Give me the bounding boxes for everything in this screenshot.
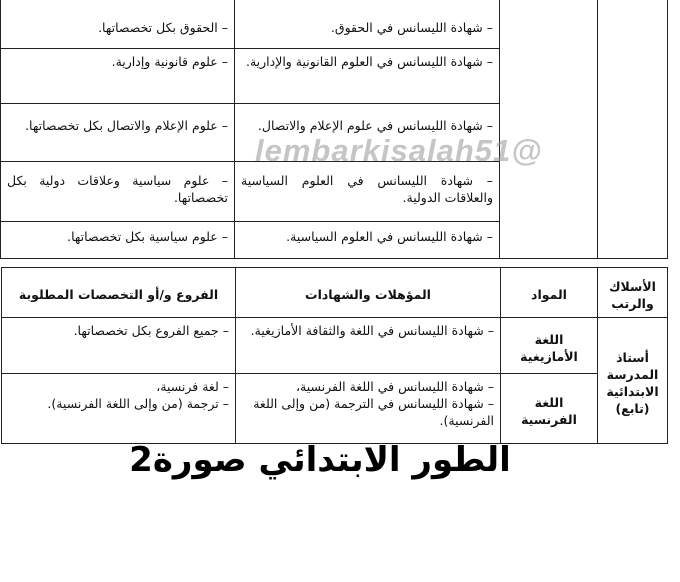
header-qualifications: المؤهلات والشهادات (236, 268, 501, 318)
qualification-cell: – شهادة الليسانس في الحقوق. (235, 0, 500, 49)
header-branches: الفروع و/أو التخصصات المطلوبة (2, 268, 236, 318)
header-subjects: المواد (501, 268, 598, 318)
branch-cell: – علوم سياسية وعلاقات دولية بكل تخصصاتها. (1, 162, 235, 222)
subject-cell-empty (500, 0, 598, 259)
branch-cell (2, 318, 236, 374)
branch-line: – جميع الفروع بكل تخصصاتها. (73, 323, 229, 338)
rank-cell-empty (598, 0, 668, 259)
lower-table (1, 267, 668, 444)
branch-cell: – علوم الإعلام والاتصال بكل تخصصاتها. (1, 104, 235, 162)
qualification-line: – شهادة الليسانس في اللغة والثقافة الأمازيغية. (250, 323, 494, 338)
qualification-cell (236, 374, 501, 444)
table-row (1, 0, 668, 49)
qualification-cell: – شهادة الليسانس في العلوم القانونية والإدارية. (235, 49, 500, 104)
qualification-cell (236, 318, 501, 374)
branch-line: – لغة فرنسية، (156, 379, 229, 394)
caption: الطور الابتدائي صورة2 (129, 440, 511, 480)
branch-cell: – علوم قانونية وإدارية. (1, 49, 235, 104)
subject-amazigh: اللغة الأمازيغية (501, 318, 598, 374)
qualification-line: – شهادة الليسانس في اللغة الفرنسية، (295, 379, 494, 394)
branch-line: – ترجمة (من وإلى اللغة الفرنسية). (47, 396, 229, 411)
qualification-cell: – شهادة الليسانس في العلوم السياسية والعلاقات الدولية. (235, 162, 500, 222)
watermark: lembarkisalah51@ (255, 133, 543, 168)
qualification-line: – شهادة الليسانس في الترجمة (من وإلى اللغة الفرنسية). (253, 396, 494, 428)
subject-french: اللغة الفرنسية (501, 374, 598, 444)
header-ranks: الأسلاك والرتب (598, 268, 668, 318)
header-row (2, 268, 668, 318)
upper-table (0, 0, 668, 259)
table-row (2, 318, 668, 374)
branch-cell: – الحقوق بكل تخصصاتها. (1, 0, 235, 49)
branch-cell (2, 374, 236, 444)
qualification-cell: – شهادة الليسانس في العلوم السياسية. (235, 222, 500, 259)
rank-label: أستاذ المدرسة الابتدائية (تابع) (598, 318, 668, 444)
branch-cell: – علوم سياسية بكل تخصصاتها. (1, 222, 235, 259)
qualification-cell: – شهادة الليسانس في علوم الإعلام والاتصال. (235, 104, 500, 162)
table-row (2, 374, 668, 444)
